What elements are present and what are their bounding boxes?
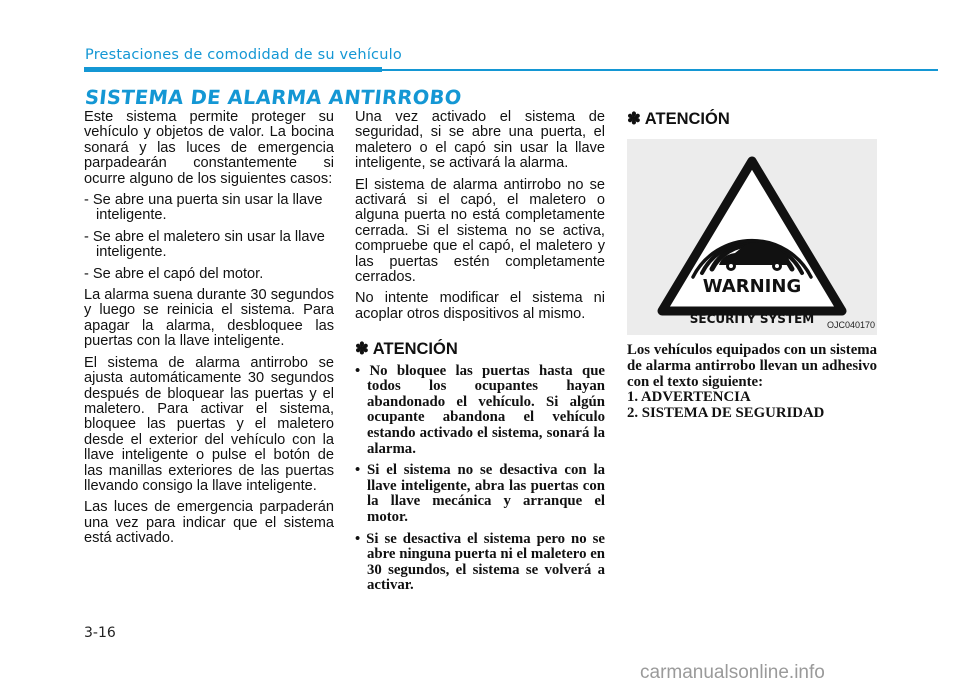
attention-bullet: • No bloquee las puertas hasta que todos los ocupantes hayan abandonado el vehículo. Si algún ocupante abandona el vehículo estando activado el sistema, sonará la alarma.: [355, 362, 605, 457]
case-item: - Se abre el maletero sin usar la llave inteligente.: [84, 228, 325, 261]
page-number: 3-16: [84, 625, 116, 641]
sticker-description: [627, 343, 877, 421]
no-modify-paragraph: No intente modificar el sistema ni acoplar otros dispositivos al mismo.: [355, 290, 605, 322]
warning-word: WARNING: [702, 276, 802, 298]
section-title: SISTEMA DE ALARMA ANTIRROBO: [83, 86, 463, 109]
column-1: [84, 110, 334, 553]
case-item: - Se abre una puerta sin usar la llave inteligente.: [84, 192, 323, 224]
header-bar: [84, 67, 382, 72]
sticker-line-2: 2. SISTEMA DE SEGURIDAD: [627, 404, 825, 421]
column-3: [627, 110, 877, 421]
figure-code: OJC040170: [826, 320, 875, 330]
alarm-duration-paragraph: La alarma suena durante 30 segundos y luego se reinicia el sistema. Para apagar la alarma, desbloquee las puertas con la llave inteligente.: [84, 287, 334, 350]
attention-bullet: • Si se desactiva el sistema pero no se abre ninguna puerta ni el maletero en 30 segundos, el sistema se volverá a activar.: [355, 530, 605, 594]
activation-paragraph: Una vez activado el sistema de seguridad, si se abre una puerta, el maletero o el capó sin usar la llave inteligente, se activará la alarma.: [355, 109, 605, 172]
security-system-text: SECURITY SYSTEM: [689, 312, 815, 327]
intro-paragraph: Este sistema permite proteger su vehículo y objetos de valor. La bocina sonará y las luces de emergencia parpadearán constantemente si ocurre alguno de los siguientes casos:: [84, 109, 334, 187]
header-rule: [382, 69, 938, 71]
attention-title: ✽ ATENCIÓN: [627, 110, 730, 128]
sticker-paragraph: Los vehículos equipados con un sistema de alarma antirrobo llevan un adhesivo con el texto siguiente:: [627, 342, 877, 390]
not-activate-paragraph: El sistema de alarma antirrobo no se activará si el capó, el maletero o alguna puerta no está completamente cerrada. Si el sistema no se activa, compruebe que el capó, el maletero y las puertas estén completamente cerrados.: [355, 176, 605, 286]
attention-title: ✽ ATENCIÓN: [355, 340, 458, 359]
warning-sticker-figure: [627, 139, 877, 335]
sticker-line-1: 1. ADVERTENCIA: [627, 389, 751, 406]
chapter-title: Prestaciones de comodidad de su vehículo: [85, 47, 402, 63]
hazard-lights-paragraph: Las luces de emergencia parpaderán una vez para indicar que el sistema está activado.: [84, 499, 334, 547]
watermark: carmanualsonline.info: [640, 662, 825, 683]
auto-arm-paragraph: El sistema de alarma antirrobo se ajusta automáticamente 30 segundos después de bloquear las puertas y el maletero. Para activar el sistema, bloquee las puertas y el maletero desde el exterior del vehículo con la llave inteligente o pulse el botón de las manillas exteriores de las puertas llevando consigo la llave inteligente.: [84, 354, 334, 494]
column-2: [355, 110, 605, 600]
warning-triangle-icon: [627, 139, 877, 335]
case-item: - Se abre el capó del motor.: [84, 265, 264, 282]
attention-box: [355, 342, 605, 594]
attention-bullet: • Si el sistema no se desactiva con la llave inteligente, abra las puertas con la llave mecánica y arranque el motor.: [355, 462, 605, 526]
